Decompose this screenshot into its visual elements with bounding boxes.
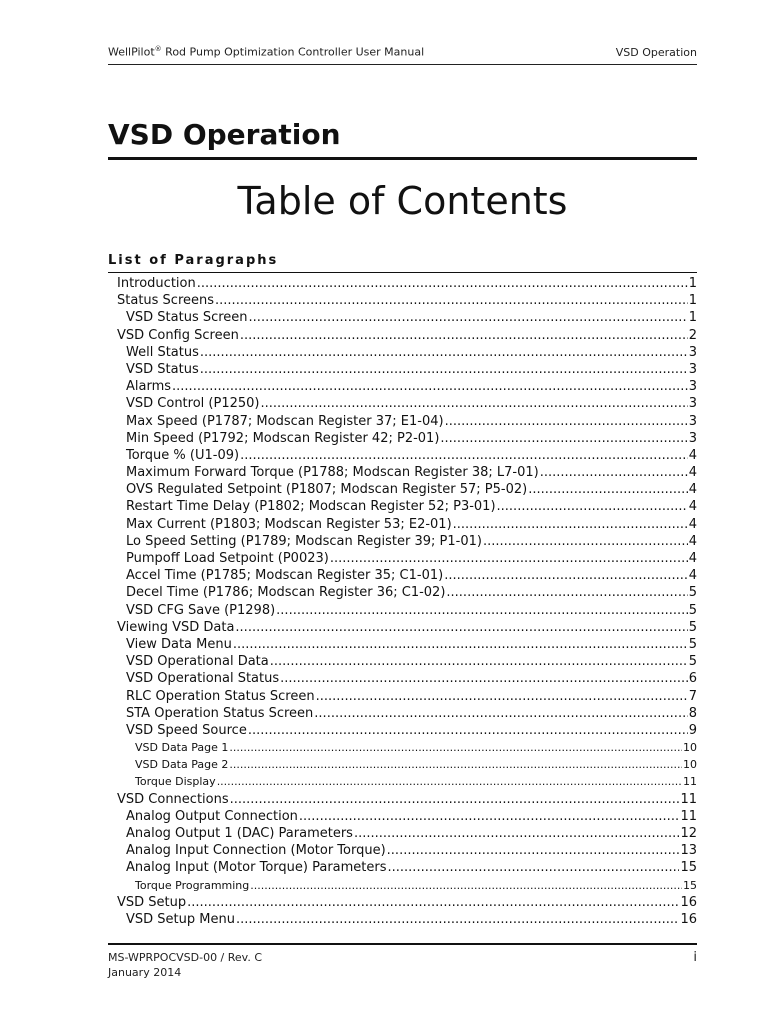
manual-title-rest: Rod Pump Optimization Controller User Manual: [161, 45, 425, 59]
toc-entry[interactable]: [108, 705, 697, 722]
toc-entry-title: Lo Speed Setting (P1789; Modscan Register 39; P1-01): [126, 533, 482, 549]
toc-entry-title: VSD Setup: [117, 894, 187, 910]
toc-entry[interactable]: [108, 842, 697, 859]
toc-entry[interactable]: [108, 516, 697, 533]
page-footer: [108, 943, 697, 980]
dot-leader: [260, 395, 687, 412]
dot-leader: [172, 378, 688, 395]
dot-leader: [316, 688, 688, 705]
toc-entry[interactable]: [108, 292, 697, 309]
toc-entry-page: 9: [688, 722, 697, 738]
toc-entry-title: Accel Time (P1785; Modscan Register 35; C1-01): [126, 568, 444, 584]
toc-entry-title: Min Speed (P1792; Modscan Register 42; P2-01): [126, 430, 440, 446]
toc-entry-title: Decel Time (P1786; Modscan Register 36; C1-02): [126, 585, 446, 601]
dot-leader: [440, 430, 687, 447]
toc-entry-title: Introduction: [117, 276, 196, 291]
dot-leader: [453, 516, 688, 533]
doc-number: MS-WPRPOCVSD-00 / Rev. C: [108, 951, 263, 964]
brand-name: WellPilot: [108, 45, 155, 59]
toc-entry-title: Analog Input Connection (Motor Torque): [126, 843, 386, 859]
toc-entry-page: 7: [688, 688, 697, 704]
running-header: [108, 45, 697, 65]
dot-leader: [445, 413, 688, 430]
toc-entry-page: 11: [683, 775, 697, 789]
page-number: i: [693, 950, 697, 965]
registered-mark: ®: [154, 45, 162, 53]
toc-entry-page: 11: [680, 791, 697, 807]
toc-entry[interactable]: [108, 533, 697, 550]
toc-entry-page: 2: [688, 327, 697, 343]
toc-entry-page: 5: [688, 585, 697, 601]
dot-leader: [388, 859, 680, 876]
toc-entry-title: OVS Regulated Setpoint (P1807; Modscan Register 57; P5-02): [126, 482, 528, 498]
toc-entry-title: Analog Output Connection: [126, 808, 298, 824]
dot-leader: [240, 327, 688, 344]
dot-leader: [200, 344, 688, 361]
toc-entry[interactable]: [108, 653, 697, 670]
toc-entry-page: 4: [688, 551, 697, 566]
toc-entry[interactable]: [108, 825, 697, 842]
toc-entry-page: 4: [688, 533, 697, 549]
toc-entry-title: VSD Operational Data: [126, 654, 269, 670]
manual-page: [108, 0, 697, 1024]
toc-entry-title: Analog Input (Motor Torque) Parameters: [126, 860, 387, 876]
toc-entry-page: 3: [688, 344, 697, 360]
toc-entry-title: Pumpoff Load Setpoint (P0023): [126, 551, 329, 566]
toc-entry[interactable]: [108, 773, 697, 790]
toc-entry-page: 6: [688, 671, 697, 687]
toc-entry[interactable]: [108, 688, 697, 705]
toc-entry-page: 3: [688, 379, 697, 395]
toc-entry[interactable]: [108, 859, 697, 876]
toc-entry[interactable]: [108, 756, 697, 773]
toc-entry[interactable]: [108, 361, 697, 378]
toc-entry-title: VSD Setup Menu: [126, 911, 235, 927]
toc-entry[interactable]: [108, 791, 697, 808]
dot-leader: [299, 808, 680, 825]
toc-entry-page: 4: [688, 447, 697, 463]
toc-entry-title: VSD Config Screen: [117, 327, 239, 343]
dot-leader: [483, 533, 688, 550]
dot-leader: [236, 911, 680, 928]
toc-entry-title: RLC Operation Status Screen: [126, 688, 315, 704]
toc-entry-page: 3: [688, 396, 697, 412]
toc-entry[interactable]: [108, 619, 697, 636]
toc-entry-title: VSD Data Page 1: [135, 741, 229, 755]
toc-entry-page: 13: [680, 843, 697, 859]
toc-entry-title: Torque % (U1-09): [126, 447, 240, 463]
section-title: VSD Operation: [108, 118, 697, 160]
toc-entry[interactable]: [108, 808, 697, 825]
toc-entry-title: Torque Display: [135, 775, 216, 789]
toc-entry-title: VSD Speed Source: [126, 722, 247, 738]
dot-leader: [229, 756, 682, 773]
toc-entry-page: 1: [688, 310, 697, 326]
toc-entry-page: 12: [680, 826, 697, 841]
dot-leader: [240, 447, 688, 464]
toc-entry[interactable]: [108, 722, 697, 739]
toc-entry[interactable]: [108, 498, 697, 515]
toc-entry-title: Well Status: [126, 344, 199, 360]
toc-entry[interactable]: [108, 481, 697, 498]
toc-entry[interactable]: [108, 877, 697, 894]
toc-entry[interactable]: [108, 275, 697, 292]
toc-entry-page: 1: [688, 293, 697, 309]
toc-entry-title: VSD Status Screen: [126, 310, 248, 326]
dot-leader: [250, 877, 682, 894]
toc-entry-title: Restart Time Delay (P1802; Modscan Register 52; P3-01): [126, 499, 496, 515]
dot-leader: [528, 481, 687, 498]
toc-entry-page: 4: [688, 465, 697, 481]
toc-entry[interactable]: [108, 567, 697, 584]
toc-entry-title: Analog Output 1 (DAC) Parameters: [126, 826, 353, 841]
toc-entry-page: 16: [680, 911, 697, 927]
dot-leader: [387, 842, 680, 859]
toc-entry[interactable]: [108, 344, 697, 361]
toc-entry-page: 15: [683, 878, 697, 892]
toc-entry-page: 3: [688, 361, 697, 377]
dot-leader: [280, 670, 688, 687]
dot-leader: [197, 275, 688, 292]
toc-entry-page: 4: [688, 516, 697, 532]
toc-entry-page: 1: [688, 276, 697, 291]
toc-entry-title: VSD CFG Save (P1298): [126, 602, 276, 618]
toc-entry-title: Max Current (P1803; Modscan Register 53; E2-01): [126, 516, 452, 532]
list-of-paragraphs-heading: List of Paragraphs: [108, 252, 697, 273]
dot-leader: [235, 619, 687, 636]
dot-leader: [446, 584, 687, 601]
toc-entry-title: Maximum Forward Torque (P1788; Modscan Register 38; L7-01): [126, 465, 539, 481]
toc-entry-page: 5: [688, 619, 697, 635]
toc-entry-title: VSD Operational Status: [126, 671, 280, 687]
toc-entry-title: Torque Programming: [135, 878, 250, 892]
chapter-name: VSD Operation: [615, 45, 697, 59]
toc-entry-title: VSD Connections: [117, 791, 229, 807]
dot-leader: [314, 705, 687, 722]
dot-leader: [540, 464, 688, 481]
toc-entry-page: 8: [688, 705, 697, 721]
toc-entry[interactable]: [108, 395, 697, 412]
toc-entry-page: 5: [688, 636, 697, 652]
toc-entry-page: 3: [688, 413, 697, 429]
toc-entry-page: 4: [688, 482, 697, 498]
dot-leader: [229, 739, 682, 756]
toc-entry[interactable]: [108, 327, 697, 344]
toc-entry-page: 5: [688, 602, 697, 618]
dot-leader: [233, 636, 688, 653]
toc-entry[interactable]: [108, 584, 697, 601]
toc-entry[interactable]: [108, 447, 697, 464]
dot-leader: [217, 773, 682, 790]
dot-leader: [249, 309, 688, 326]
dot-leader: [270, 653, 688, 670]
dot-leader: [330, 550, 688, 567]
toc-entry-page: 15: [680, 860, 697, 876]
dot-leader: [444, 567, 688, 584]
toc-entry[interactable]: [108, 636, 697, 653]
toc-entry-page: 3: [688, 430, 697, 446]
toc-entry-title: VSD Status: [126, 361, 199, 377]
toc-entry[interactable]: [108, 309, 697, 326]
manual-title: [108, 45, 424, 59]
toc-entry-page: 4: [688, 568, 697, 584]
toc-entry-title: Max Speed (P1787; Modscan Register 37; E1-04): [126, 413, 444, 429]
toc-entry-page: 16: [680, 894, 697, 910]
publish-date: January 2014: [108, 966, 182, 979]
toc-entry-page: 11: [680, 808, 697, 824]
toc-entry[interactable]: [108, 911, 697, 928]
toc-entry-page: 10: [683, 758, 697, 772]
dot-leader: [187, 894, 679, 911]
toc-entry-title: Status Screens: [117, 293, 215, 309]
dot-leader: [230, 791, 680, 808]
toc-entry[interactable]: [108, 602, 697, 619]
dot-leader: [215, 292, 688, 309]
dot-leader: [276, 602, 688, 619]
toc-entry-page: 5: [688, 654, 697, 670]
toc-entry-page: 10: [683, 741, 697, 755]
toc-entry[interactable]: [108, 378, 697, 395]
dot-leader: [248, 722, 688, 739]
toc-entry-title: VSD Control (P1250): [126, 396, 260, 412]
toc-entry[interactable]: [108, 739, 697, 756]
dot-leader: [354, 825, 680, 842]
toc-entry[interactable]: [108, 430, 697, 447]
toc-entry-page: 4: [688, 499, 697, 515]
toc-entry[interactable]: [108, 894, 697, 911]
toc-entry-title: Viewing VSD Data: [117, 619, 235, 635]
toc-list: [108, 275, 697, 928]
toc-entry-title: STA Operation Status Screen: [126, 705, 314, 721]
toc-entry[interactable]: [108, 464, 697, 481]
toc-entry[interactable]: [108, 670, 697, 687]
dot-leader: [200, 361, 688, 378]
toc-entry-title: VSD Data Page 2: [135, 758, 229, 772]
toc-entry[interactable]: [108, 413, 697, 430]
toc-entry-title: Alarms: [126, 379, 172, 395]
dot-leader: [497, 498, 688, 515]
toc-title: Table of Contents: [237, 179, 568, 223]
toc-entry[interactable]: [108, 550, 697, 567]
toc-entry-title: View Data Menu: [126, 636, 232, 652]
